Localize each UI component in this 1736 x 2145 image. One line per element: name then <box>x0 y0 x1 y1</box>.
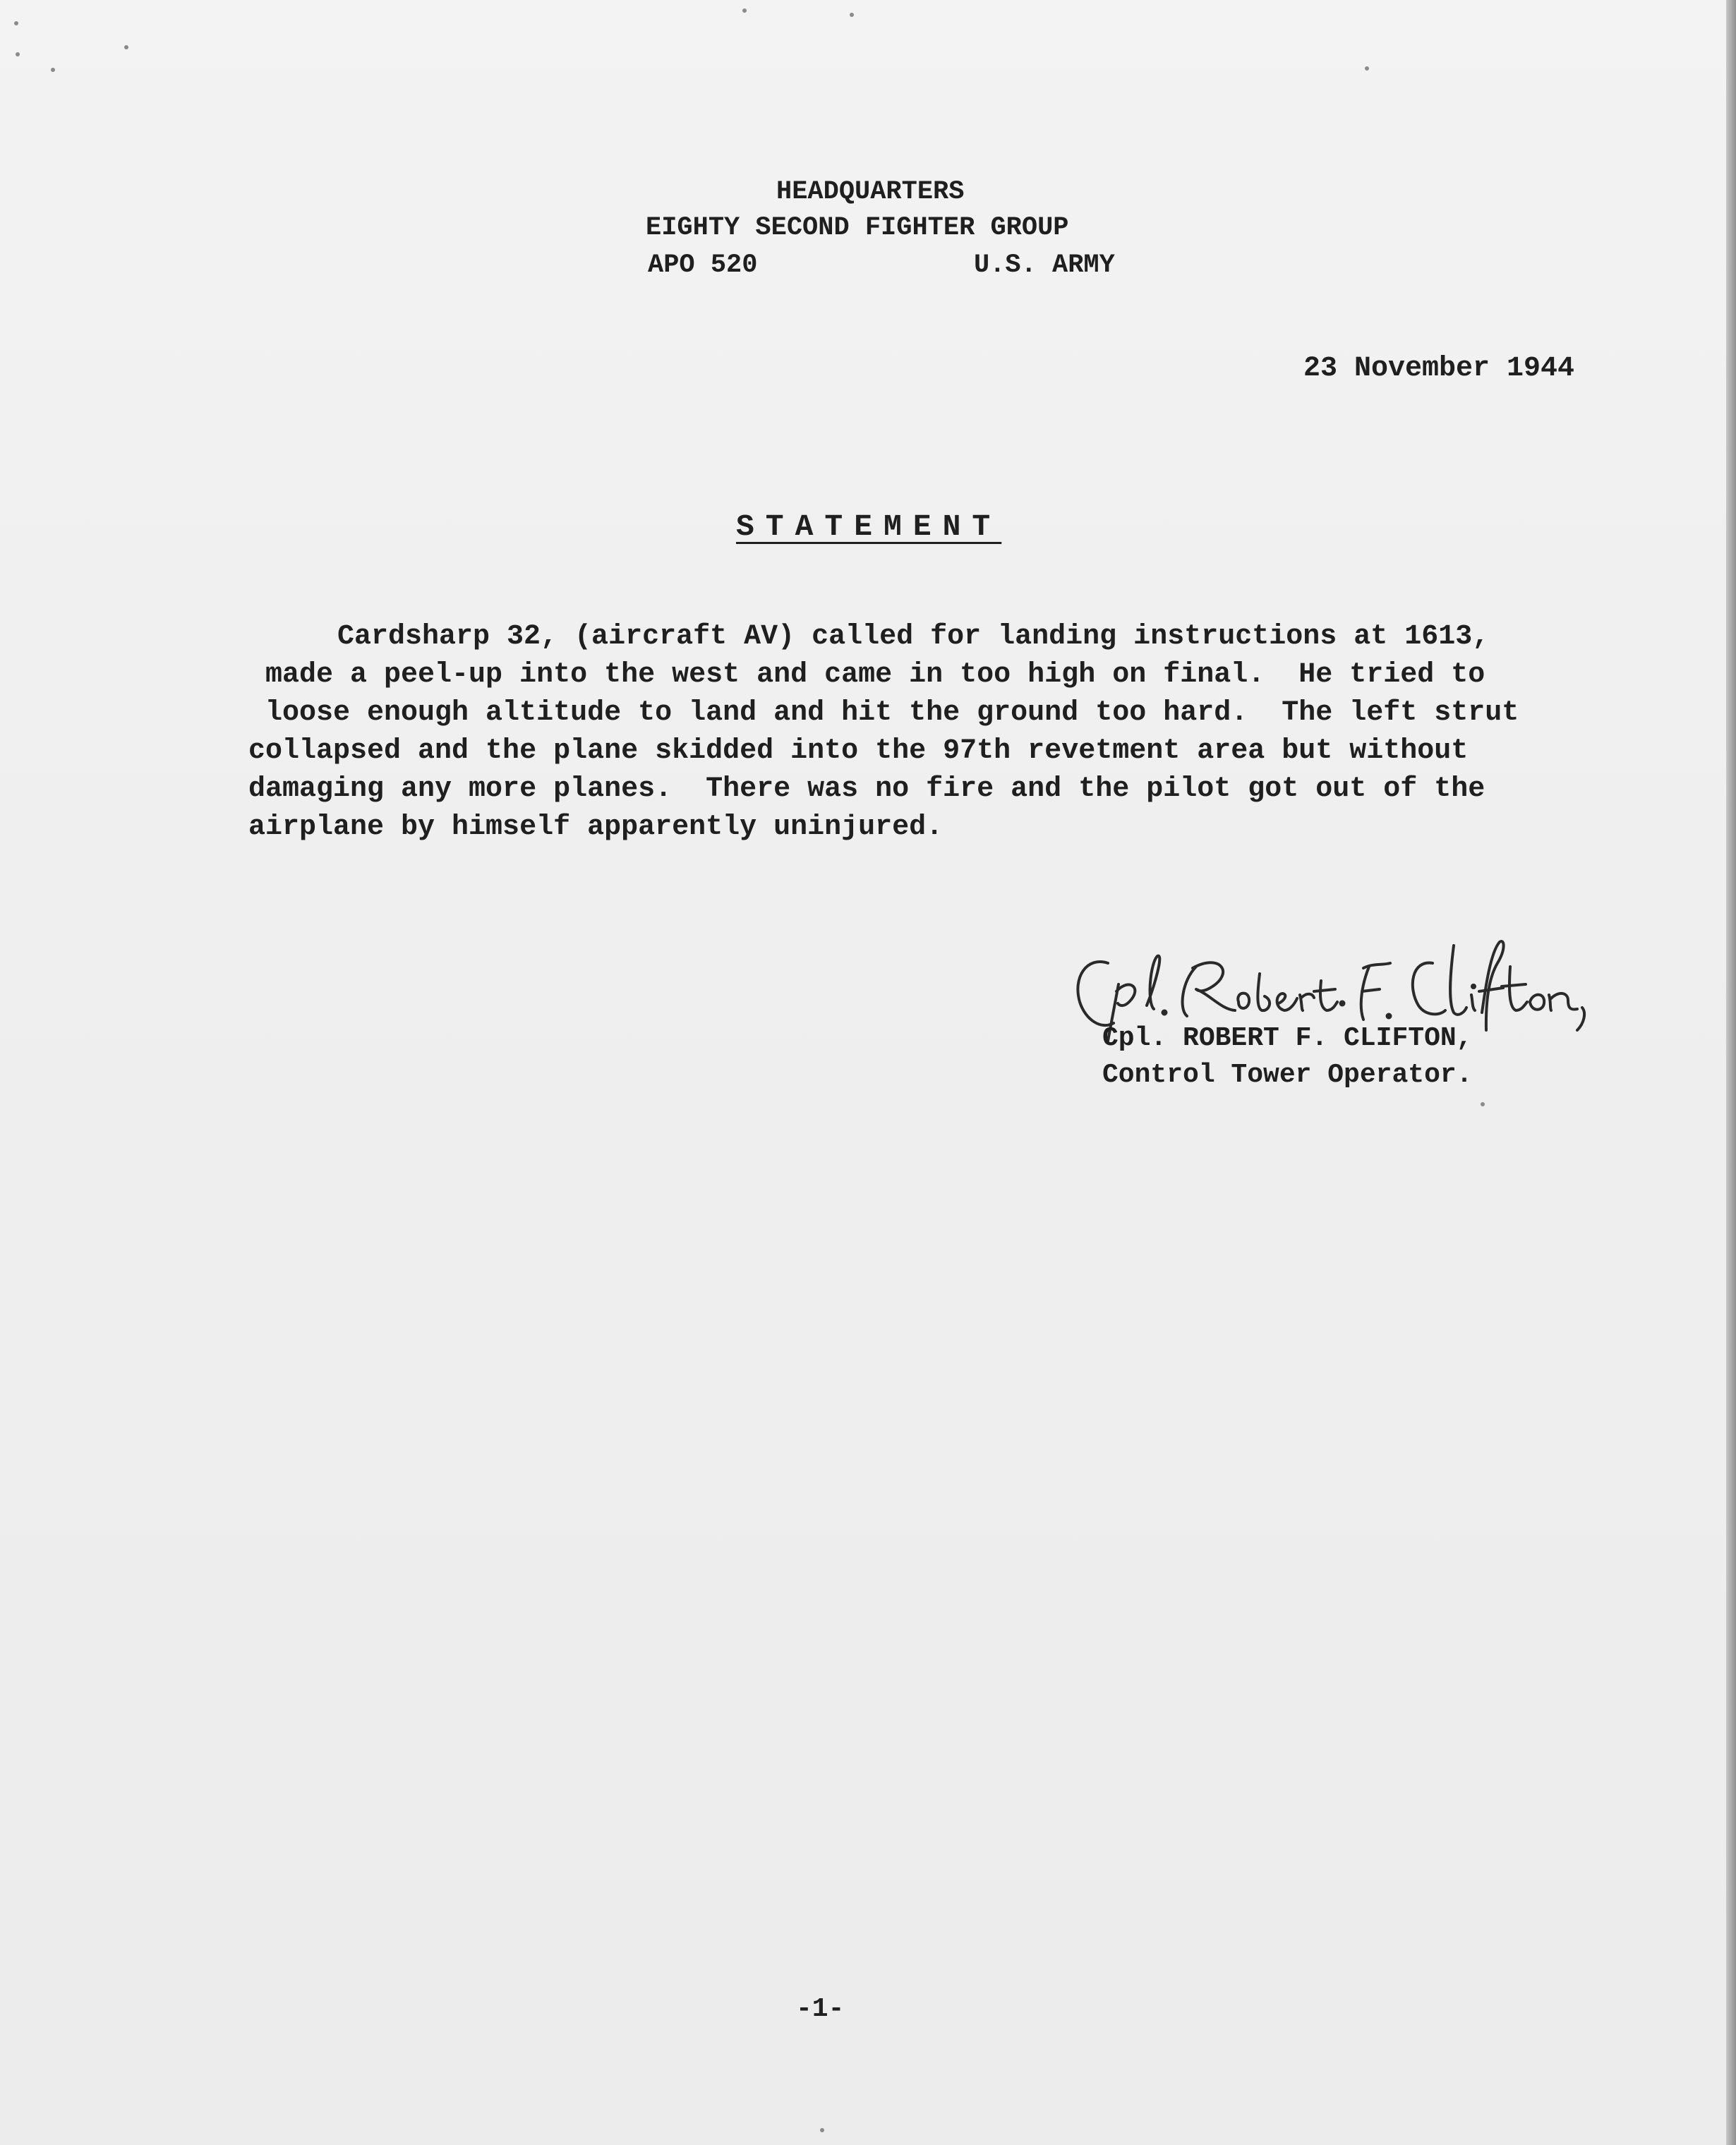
body-line: Cardsharp 32, (aircraft AV) called for landing instructions at 1613, <box>337 621 1490 653</box>
scan-speck <box>820 2128 824 2132</box>
scan-speck <box>14 21 18 25</box>
scan-speck <box>742 8 747 13</box>
body-line: collapsed and the plane skidded into the 97th revetment area but without <box>248 735 1469 767</box>
page-number: -1- <box>796 1994 845 2024</box>
signatory-title: Control Tower Operator. <box>1102 1060 1473 1090</box>
scan-speck <box>16 52 20 56</box>
letterhead-unit: EIGHTY SECOND FIGHTER GROUP <box>646 213 1069 243</box>
body-line: damaging any more planes. There was no fire and the pilot got out of the <box>248 773 1485 805</box>
scan-speck <box>51 68 55 72</box>
page-edge-shadow <box>1726 0 1736 2145</box>
letterhead-apo: APO 520 <box>648 250 758 280</box>
scan-speck <box>124 45 128 49</box>
letterhead-army: U.S. ARMY <box>974 250 1115 280</box>
scan-speck <box>1365 66 1369 71</box>
scan-speck <box>850 13 854 17</box>
document-date: 23 November 1944 <box>1303 353 1575 385</box>
body-line: airplane by himself apparently uninjured. <box>248 811 944 843</box>
body-line: loose enough altitude to land and hit the ground too hard. The left strut <box>265 697 1519 729</box>
body-line: made a peel-up into the west and came in too high on final. He tried to <box>265 659 1485 691</box>
document-title: STATEMENT <box>736 509 1002 544</box>
letterhead-headquarters: HEADQUARTERS <box>776 177 965 207</box>
signatory-name: Cpl. ROBERT F. CLIFTON, <box>1102 1023 1473 1053</box>
scan-speck <box>1481 1102 1485 1106</box>
